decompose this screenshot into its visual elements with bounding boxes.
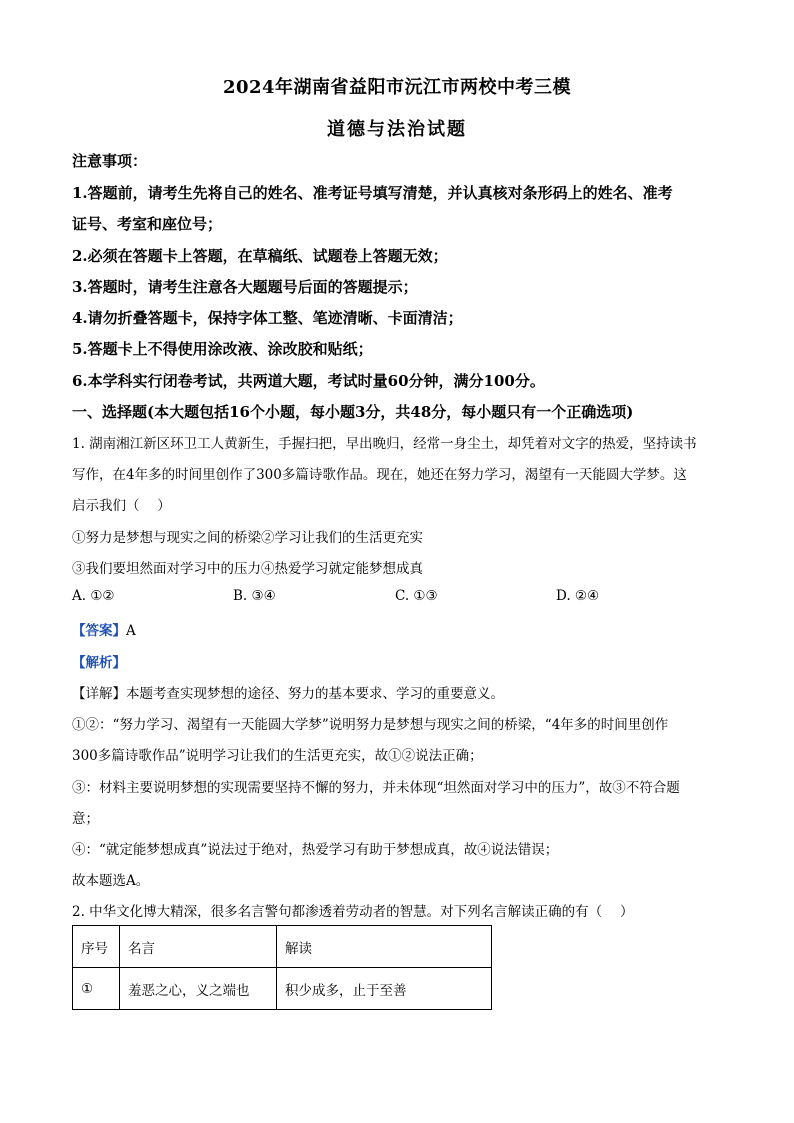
question-stem-line: 1. 湖南湘江新区环卫工人黄新生，手握扫把，早出晚归，经常一身尘土，却凭着对文字的热爱，坚持读书 <box>72 436 697 452</box>
question-stem-line: 写作，在4年多的时间里创作了300多篇诗歌作品。现在，她还在努力学习，渴望有一天能圆大学梦。这 <box>72 467 687 483</box>
answer-tag: 【答案】 <box>72 623 126 639</box>
detail-text: 故本题选A。 <box>72 873 150 889</box>
detail-tag: 【详解】 <box>72 686 126 702</box>
option-a: A. ①② <box>72 588 115 604</box>
notice-heading: 注意事项： <box>72 152 148 170</box>
quotes-table <box>72 925 492 1010</box>
table-cell: ① <box>73 968 120 1010</box>
notice-item: 5.答题卡上不得使用涂改液、涂改胶和贴纸； <box>72 340 373 358</box>
notice-item: 3.答题时，请考生注意各大题题号后面的答题提示； <box>72 278 418 296</box>
question-statement: ①努力是梦想与现实之间的桥梁②学习让我们的生活更充实 <box>72 530 423 546</box>
question-stem-line: 2. 中华文化博大精深，很多名言警句都渗透着劳动者的智慧。对下列名言解读正确的有（ ） <box>72 904 634 920</box>
option-c: C. ①③ <box>395 588 438 604</box>
notice-item: 6.本学科实行闭卷考试，共两道大题，考试时量60分钟，满分100分。 <box>72 372 545 390</box>
detail-text: ④：“就定能梦想成真”说法过于绝对，热爱学习有助于梦想成真，故④说法错误； <box>72 842 559 858</box>
notice-item: 4.请勿折叠答题卡，保持字体工整、笔迹清晰、卡面清洁； <box>72 309 463 327</box>
table-header-cell: 名言 <box>120 926 277 968</box>
option-b: B. ③④ <box>233 588 276 604</box>
table-header-row <box>73 926 492 968</box>
detail-text: 本题考查实现梦想的途径、努力的基本要求、学习的重要意义。 <box>126 686 504 702</box>
table-cell: 积少成多，止于至善 <box>277 968 492 1010</box>
table-header-cell: 序号 <box>73 926 120 968</box>
section-heading: 一、选择题(本大题包括16个小题，每小题3分，共48分，每小题只有一个正确选项) <box>72 403 634 421</box>
question-statement: ③我们要坦然面对学习中的压力④热爱学习就定能梦想成真 <box>72 561 423 577</box>
option-d: D. ②④ <box>556 588 600 604</box>
analysis-tag: 【解析】 <box>72 655 126 671</box>
detail-line <box>72 682 732 702</box>
page-subtitle: 道德与法治试题 <box>327 119 467 140</box>
answer-value: A <box>126 623 136 639</box>
question-stem-line: 启示我们（ ） <box>72 498 171 514</box>
detail-text: 300多篇诗歌作品”说明学习让我们的生活更充实，故①②说法正确； <box>72 748 483 764</box>
notice-item: 证号、考室和座位号； <box>72 215 223 233</box>
notice-item: 1.答题前，请考生先将自己的姓名、准考证号填写清楚，并认真核对条形码上的姓名、准考 <box>72 184 673 202</box>
notice-item: 2.必须在答题卡上答题，在草稿纸、试题卷上答题无效； <box>72 247 448 265</box>
table-cell: 羞恶之心，义之端也 <box>120 968 277 1010</box>
detail-text: 意； <box>72 811 99 827</box>
page-title: 2024年湖南省益阳市沅江市两校中考三模 <box>222 77 572 98</box>
detail-text: ①②：“努力学习、渴望有一天能圆大学梦”说明努力是梦想与现实之间的桥梁，“4年多的时间里创作 <box>72 717 669 733</box>
analysis-line <box>72 651 732 671</box>
table-header-cell: 解读 <box>277 926 492 968</box>
answer-line <box>72 619 732 639</box>
detail-text: ③：材料主要说明梦想的实现需要坚持不懈的努力，并未体现“坦然面对学习中的压力”，故③不符合题 <box>72 780 680 796</box>
table-row <box>73 968 492 1010</box>
